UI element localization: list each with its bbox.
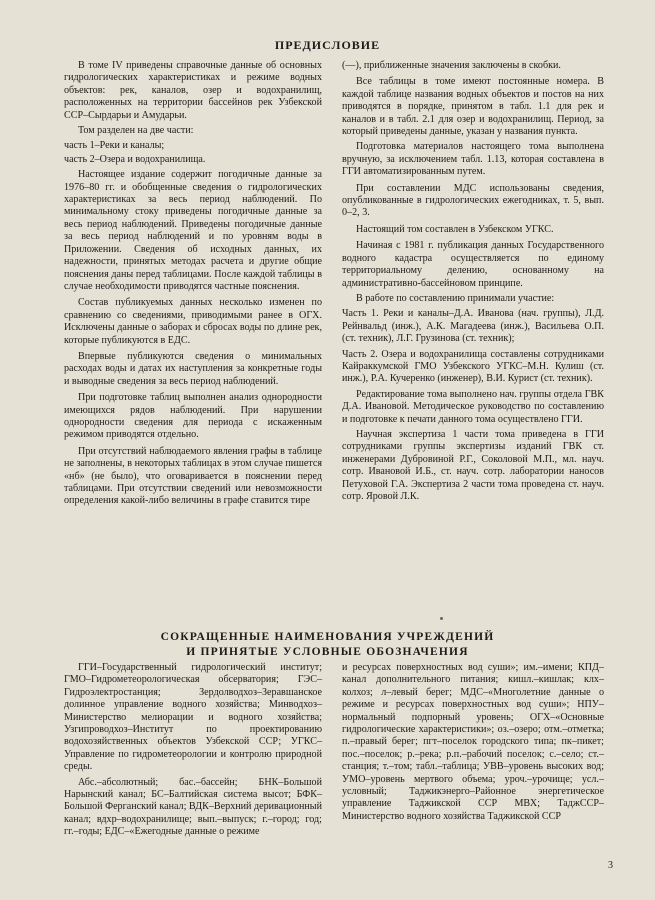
preface-title: ПРЕДИСЛОВИЕ: [274, 38, 381, 52]
paragraph: Часть 1. Реки и каналы–Д.А. Иванова (нач. группы), Л.Д. Рейнвальд (инж.), А.К. Магадеева (инж.), Васильева О.П. (ст. техник), Л.Г. Грузинова (ст. техник);: [342, 308, 604, 345]
paragraph: и ресурсах поверхностных вод суши»; им.–имени; КПД–канал дополнительного питания; кишл.–кишлак; клх–колхоз; л–левый берег; МДС–«Многолетние данные о режиме и ресурсах поверхностных вод суши»; НПУ–нормальный подпорный уровень; ОГХ–«Основные гидрологические характеристики»; оз.–озеро; отм.–отметка; п.–правый берег; пгт–поселок городского типа; пк–пикет; пос.–поселок; р.–река; р.п.–рабочий поселок; с.–село; ст.–станция; т.–том; табл.–таблица; УВВ–уровень высоких вод; УМО–уровень мертвого объема; уроч.–урочище; усл.–условный; Таджикэнерго–Районное энергетическое управление Таджикской ССР МВХ; ТаджССР–Министерство водного хозяйства Таджикской ССР: [342, 662, 604, 822]
paragraph: Том разделен на две части:: [78, 125, 194, 137]
paragraph: В работе по составлению принимали участие:: [356, 292, 555, 304]
abbreviations-left-column: [64, 662, 322, 842]
paragraph: Начиная с 1981 г. публикация данных Государственного водного кадастра осуществляется по единому территориальному делению, основанному на административно-бассейновом принципе.: [342, 240, 604, 289]
paragraph: ГГИ–Государственный гидрологический институт; ГМО–Гидрометеорологическая обсерватория; ГЭС–Гидроэлектростанция; Зердолводхоз–Зеравшанское долинное управление водного хозяйства; Минводхоз–Министерство мелиорации и водного хозяйства; Узгипроводхоз–Институт по проектированию водохозяйственных объектов Узбекской ССР; УГКС–Управление по гидрометеорологии и контролю природной среды.: [64, 662, 322, 773]
paragraph: При отсутствий наблюдаемого явления графы в таблице не заполнены, в некоторых таблицах в этом случае пишется «нб» (не было), что оговаривается в пояснении перед таблицами. При отсутствии сведений или невозможности определения какой-либо величины в графе ставится тире: [64, 445, 322, 507]
paragraph: Состав публикуемых данных несколько изменен по сравнению со сведениями, приводимыми ранее в ОГХ. Исключены данные о заборах и сбросах воды по длине рек, которые публикуются в ЕДС.: [64, 297, 322, 346]
paragraph: В томе IV приведены справочные данные об основных гидрологических характеристиках и режиме водных объектов: рек, каналов, озер и водохранилищ, расположенных на территории бассейнов рек Узбекской ССР–Сырдарьи и Амударьи.: [64, 60, 322, 121]
page-number: 3: [608, 860, 613, 871]
abbreviations-title-line: СОКРАЩЕННЫЕ НАИМЕНОВАНИЯ УЧРЕЖДЕНИЙ: [160, 631, 495, 643]
paragraph: Настоящий том составлен в Узбекском УГКС.: [356, 223, 554, 235]
abbreviations-right-column: [342, 662, 604, 826]
preface-left-column: [64, 60, 322, 511]
paragraph: Часть 2. Озера и водохранилища составлены сотрудниками Кайраккумской ГМО Узбекского УГКС–М.Н. Кулиш (ст. инж.), Р.А. Кучеренко (инженер), В.И. Курист (ст. техник).: [342, 348, 604, 385]
paragraph: часть 2–Озера и водохранилища.: [64, 153, 206, 165]
paragraph: При подготовке таблиц выполнен анализ однородности имеющихся рядов наблюдений. При нарушении однородности сведения для периода с искаженным режимом приводятся отдельно.: [64, 392, 322, 441]
print-mark: [440, 617, 443, 620]
paragraph: Настоящее издание содержит погодичные данные за 1976–80 гг. и обобщенные сведения о гидрологических характеристиках за весь период наблюдений. По минимальному стоку приведены погодичные данные за весь период наблюдений. Приведены погодичные данные за весь период наблюдений и по уровням воды в Приложении. Сведения об исходных данных, их надежности, принятых методах расчета и другие общие пояснения даны перед таблицами. После каждой таблицы в случае необходимости приводятся частные пояснения.: [64, 169, 322, 292]
paragraph: Научная экспертиза 1 части тома приведена в ГГИ сотрудниками группы экспертизы изданий ГВК ст. инженерами Дубровиной Р.Г., Соколовой М.П., мл. науч. сотр. Ивановой И.Б., ст. науч. сотр. лаборатории наносов Петуховой Г.А. Экспертиза 2 части тома проведена ст. науч. сотр. Яровой Л.К.: [342, 428, 604, 502]
paragraph: Впервые публикуются сведения о минимальных расходах воды и датах их наступления за конкретные годы и выводные сведения за весь период наблюдений.: [64, 350, 322, 387]
abbreviations-title: [0, 630, 655, 660]
paragraph: (—), приближенные значения заключены в скобки.: [342, 60, 561, 71]
paragraph: Все таблицы в томе имеют постоянные номера. В каждой таблице названия водных объектов и постов на них приводятся в порядке, принятом в табл. 1.1 для рек и каналов и в табл. 2.1 для озер и водохранилищ. Период, за который приведены данные, указан у названия пункта.: [342, 76, 604, 138]
paragraph: Редактирование тома выполнено нач. группы отдела ГВК Д.А. Ивановой. Методическое руководство по составлению и подготовке к печати данного тома осуществлено ГГИ.: [342, 388, 604, 425]
paragraph: Подготовка материалов настоящего тома выполнена вручную, за исключением табл. 1.13, которая составлена в ГГИ автоматизированным путем.: [342, 141, 604, 178]
paragraph: Абс.–абсолютный; бас.–бассейн; БНК–Большой Нарынский канал; БС–Балтийская система высот; БФК–Большой Ферганский канал; ВДК–Верхний деривационный канал; вдхр–водохранилище; вып.–выпуск; г.–город; год; гг.–годы; ЕДС–«Ежегодные данные о режиме: [64, 776, 322, 838]
paragraph: При составлении МДС использованы сведения, опубликованные в гидрологических ежегодниках, т. 5, вып. 0–2, 3.: [342, 182, 604, 219]
preface-right-column: [342, 60, 604, 506]
abbreviations-title-line: И ПРИНЯТЫЕ УСЛОВНЫЕ ОБОЗНАЧЕНИЯ: [186, 646, 469, 658]
paragraph: часть 1–Реки и каналы;: [64, 140, 165, 152]
